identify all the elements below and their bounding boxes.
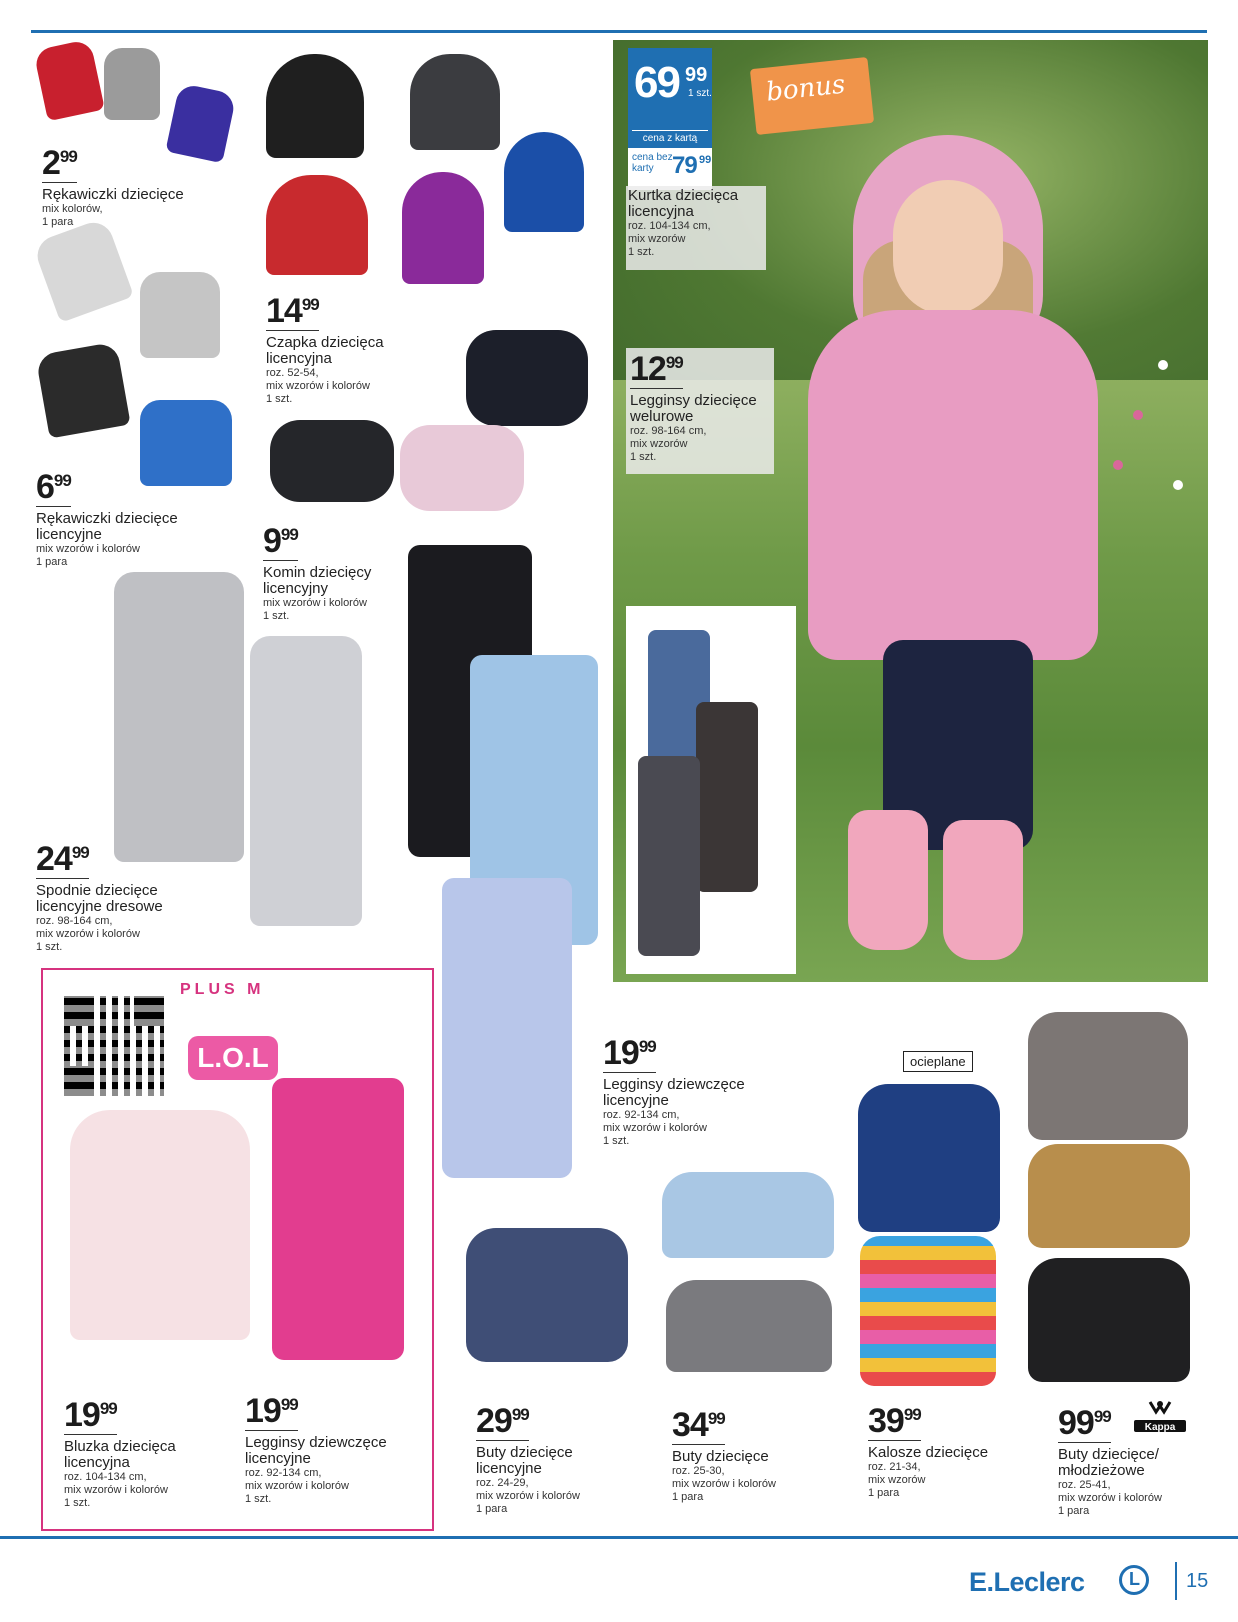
hat-detail-size: roz. 52-54, xyxy=(266,367,319,379)
blouse-name: Bluzka dziecięca licencyjna xyxy=(64,1438,176,1471)
youth-detail-qty: 1 para xyxy=(1058,1505,1090,1517)
leclerc-emblem-icon xyxy=(1119,1565,1149,1595)
wellies-detail-mix: mix wzorów xyxy=(868,1474,926,1486)
jacket-detail-mix: mix wzorów xyxy=(628,233,686,245)
footer-separator xyxy=(1175,1562,1177,1600)
velour-price-dec: 99 xyxy=(665,353,683,372)
plusm-logo: PLUS M xyxy=(180,981,265,998)
jacket-name: Kurtka dziecięca licencyjna xyxy=(628,187,739,220)
leggings-girl-price-int: 19 xyxy=(603,1034,639,1072)
shoes-lic-price-int: 29 xyxy=(476,1402,512,1440)
blue-sneaker-image xyxy=(662,1172,834,1258)
hat-detail-qty: 1 szt. xyxy=(266,393,293,405)
blouse-detail-qty: 1 szt. xyxy=(64,1497,91,1509)
wellies-detail-size: roz. 21-34, xyxy=(868,1461,921,1473)
pants-name: Spodnie dziecięce licencyjne dresowe xyxy=(36,882,163,915)
hat-details xyxy=(266,367,406,406)
scarf-price-int: 9 xyxy=(263,522,281,560)
black-boot-image xyxy=(1028,1258,1190,1382)
gloves2-name: Rękawiczki dziecięce licencyjne xyxy=(36,510,178,543)
youth-name: Buty dziecięce/ młodzieżowe xyxy=(1058,1446,1159,1479)
blouse-detail-size: roz. 104-134 cm, xyxy=(64,1471,147,1483)
shoes-lic-name: Buty dziecięce licencyjne xyxy=(476,1444,573,1477)
gloves1-price-int: 2 xyxy=(42,144,60,182)
jacket-detail-qty: 1 szt. xyxy=(628,246,655,258)
silver-boot-image xyxy=(1028,1012,1188,1140)
gloves1-price xyxy=(42,146,77,183)
lol-leggings-image xyxy=(272,1078,404,1360)
insulated-badge: ocieplane xyxy=(903,1051,973,1072)
blouse-price xyxy=(64,1398,117,1435)
leggings-girl-price xyxy=(603,1036,656,1073)
elsa-hat-image xyxy=(504,132,584,232)
gloves2-price xyxy=(36,470,71,507)
gloves-grey-image xyxy=(104,48,160,120)
blouse-details xyxy=(64,1471,204,1510)
jacket-card-label: cena z kartą xyxy=(632,130,708,144)
wellies-name: Kalosze dziecięce xyxy=(868,1444,989,1461)
leggings-box-price-dec: 99 xyxy=(280,1395,298,1414)
grey-beanie-image xyxy=(410,54,500,150)
youth-price-dec: 99 xyxy=(1093,1407,1111,1426)
tan-boot-image xyxy=(1028,1144,1190,1248)
shoes-detail-qty: 1 para xyxy=(672,1491,704,1503)
scarf-detail-mix: mix wzorów i kolorów xyxy=(263,597,367,609)
jacket-price-int: 69 xyxy=(634,58,679,107)
wellies-price-dec: 99 xyxy=(903,1405,921,1424)
leggings-girl-product xyxy=(603,1036,773,1148)
bonus-card-image xyxy=(750,57,874,135)
jacket-info xyxy=(628,188,758,259)
grey-sneaker-image xyxy=(666,1280,832,1372)
lol-logo: L.O.L xyxy=(188,1036,278,1080)
velour-detail-mix: mix wzorów xyxy=(630,438,688,450)
lol-pants-image xyxy=(250,636,362,926)
scarf-product xyxy=(263,524,393,623)
jacket-price-tag xyxy=(628,48,712,190)
leggings-box-product xyxy=(245,1394,405,1506)
gloves2-price-int: 6 xyxy=(36,468,54,506)
pants-product xyxy=(36,842,196,954)
shoes-lic-detail-qty: 1 para xyxy=(476,1503,508,1515)
jacket-nocard-box xyxy=(628,148,712,190)
gloves2-detail-qty: 1 para xyxy=(36,556,68,568)
hat-price xyxy=(266,294,319,331)
wellies-price-int: 39 xyxy=(868,1402,904,1440)
shoes-price-int: 34 xyxy=(672,1406,708,1444)
pawpatrol-scarf-image xyxy=(400,425,524,511)
youth-price xyxy=(1058,1406,1111,1443)
bottom-rule xyxy=(0,1536,1238,1539)
jacket-detail-size: roz. 104-134 cm, xyxy=(628,220,711,232)
hat-product xyxy=(266,294,406,406)
starwars-gloves-image xyxy=(35,342,130,439)
minnie-hat-image xyxy=(266,54,364,158)
leggings-girl-detail-mix: mix wzorów i kolorów xyxy=(603,1122,707,1134)
youth-detail-mix: mix wzorów i kolorów xyxy=(1058,1492,1162,1504)
leclerc-logo: E.Leclerc xyxy=(969,1567,1085,1597)
shoes-detail-size: roz. 25-30, xyxy=(672,1465,725,1477)
hat-name: Czapka dziecięca licencyjna xyxy=(266,334,384,367)
pants-price-int: 24 xyxy=(36,840,72,878)
velour-details xyxy=(630,425,770,464)
bonus-card-text: bonus xyxy=(764,69,847,108)
mermaid-leggings-image xyxy=(442,878,572,1178)
top-rule xyxy=(31,30,1207,33)
shoes-lic-price xyxy=(476,1404,529,1441)
leggings-box-price-int: 19 xyxy=(245,1392,281,1430)
shoes-details xyxy=(672,1465,812,1504)
pants-details xyxy=(36,915,196,954)
leggings-box-detail-size: roz. 92-134 cm, xyxy=(245,1467,322,1479)
pants-price xyxy=(36,842,89,879)
hat-detail-mix: mix wzorów i kolorów xyxy=(266,380,370,392)
gloves2-price-dec: 99 xyxy=(53,471,71,490)
shoes-price-dec: 99 xyxy=(707,1409,725,1428)
jacket-details xyxy=(628,220,758,259)
lol-hat-image xyxy=(402,172,484,284)
velour-detail-qty: 1 szt. xyxy=(630,451,657,463)
gloves1-detail-mix: mix kolorów, xyxy=(42,203,103,215)
shoes-detail-mix: mix wzorów i kolorów xyxy=(672,1478,776,1490)
leggings-girl-name: Legginsy dziewczęce licencyjne xyxy=(603,1076,745,1109)
jacket-price-dec: 99 xyxy=(685,64,708,86)
gloves2-product xyxy=(36,470,206,569)
hat-price-int: 14 xyxy=(266,292,302,330)
gloves1-price-dec: 99 xyxy=(59,147,77,166)
blouse-price-int: 19 xyxy=(64,1396,100,1434)
cars-scarf-image xyxy=(270,420,394,502)
wellies-detail-qty: 1 para xyxy=(868,1487,900,1499)
striped-wellies-image xyxy=(860,1236,996,1386)
wellies-product xyxy=(868,1404,1018,1500)
scarf-name: Komin dziecięcy licencyjny xyxy=(263,564,372,597)
pants-detail-qty: 1 szt. xyxy=(36,941,63,953)
shoes-price xyxy=(672,1408,725,1445)
blaze-pants-image xyxy=(114,572,244,862)
scarf-detail-qty: 1 szt. xyxy=(263,610,290,622)
leggings-girl-price-dec: 99 xyxy=(638,1037,656,1056)
shoes-lic-price-dec: 99 xyxy=(511,1405,529,1424)
leggings-box-name: Legginsy dziewczęce licencyjne xyxy=(245,1434,387,1467)
gloves1-details xyxy=(42,203,212,229)
velour-price-int: 12 xyxy=(630,350,666,388)
leggings-box-price xyxy=(245,1394,298,1431)
wellies-price xyxy=(868,1404,921,1441)
jacket-nocard-int: 79 xyxy=(672,152,697,179)
jacket-nocard-label: cena bez karty xyxy=(632,152,673,174)
leggings-box-details xyxy=(245,1467,405,1506)
velour-price xyxy=(630,352,683,389)
velour-detail-size: roz. 98-164 cm, xyxy=(630,425,707,437)
leggings-inset-image xyxy=(626,606,796,974)
gloves-red-image xyxy=(33,39,105,121)
pants-price-dec: 99 xyxy=(71,843,89,862)
insulated-wellies-image xyxy=(858,1084,1000,1232)
qr-code[interactable] xyxy=(64,996,164,1096)
touch-gloves-image xyxy=(32,217,134,323)
gloves1-detail-qty: 1 para xyxy=(42,216,74,228)
gloves2-detail-mix: mix wzorów i kolorów xyxy=(36,543,140,555)
gloves2-details xyxy=(36,543,206,569)
shoes-product xyxy=(672,1408,812,1504)
gloves1-product xyxy=(42,146,212,229)
jacket-nocard-dec: 99 xyxy=(699,154,712,166)
youth-price-int: 99 xyxy=(1058,1404,1094,1442)
svg-text:Kappa: Kappa xyxy=(1144,1422,1176,1433)
wellies-details xyxy=(868,1461,1018,1500)
blouse-detail-mix: mix wzorów i kolorów xyxy=(64,1484,168,1496)
scarf-price xyxy=(263,524,298,561)
pants-detail-mix: mix wzorów i kolorów xyxy=(36,928,140,940)
hat-price-dec: 99 xyxy=(301,295,319,314)
leggings-girl-detail-size: roz. 92-134 cm, xyxy=(603,1109,680,1121)
scarf-price-dec: 99 xyxy=(280,525,298,544)
velour-name: Legginsy dziecięce welurowe xyxy=(630,392,757,425)
shoes-lic-detail-mix: mix wzorów i kolorów xyxy=(476,1490,580,1502)
shoes-lic-details xyxy=(476,1477,616,1516)
leggings-girl-detail-qty: 1 szt. xyxy=(603,1135,630,1147)
leggings-box-detail-mix: mix wzorów i kolorów xyxy=(245,1480,349,1492)
pants-detail-size: roz. 98-164 cm, xyxy=(36,915,113,927)
page-number: 15 xyxy=(1186,1570,1209,1592)
youth-detail-size: roz. 25-41, xyxy=(1058,1479,1111,1491)
gloves1-name: Rękawiczki dziecięce xyxy=(42,186,184,203)
blouse-price-dec: 99 xyxy=(99,1399,117,1418)
jacket-unit: 1 szt. xyxy=(688,88,712,99)
shoes-lic-detail-size: roz. 24-29, xyxy=(476,1477,529,1489)
minnie-scarf-image xyxy=(466,330,588,426)
blouse-product xyxy=(64,1398,204,1510)
star-gloves-image xyxy=(140,272,220,358)
leggings-girl-details xyxy=(603,1109,773,1148)
youth-details xyxy=(1058,1479,1178,1518)
scarf-details xyxy=(263,597,393,623)
stitch-boots-image xyxy=(466,1228,628,1362)
shoes-lic-product xyxy=(476,1404,616,1516)
shoes-name: Buty dziecięce xyxy=(672,1448,769,1465)
chase-hat-image xyxy=(266,175,368,275)
velour-leggings-product xyxy=(630,352,770,464)
lol-blouse-image xyxy=(70,1110,250,1340)
leggings-box-detail-qty: 1 szt. xyxy=(245,1493,272,1505)
youth-product xyxy=(1058,1406,1178,1518)
